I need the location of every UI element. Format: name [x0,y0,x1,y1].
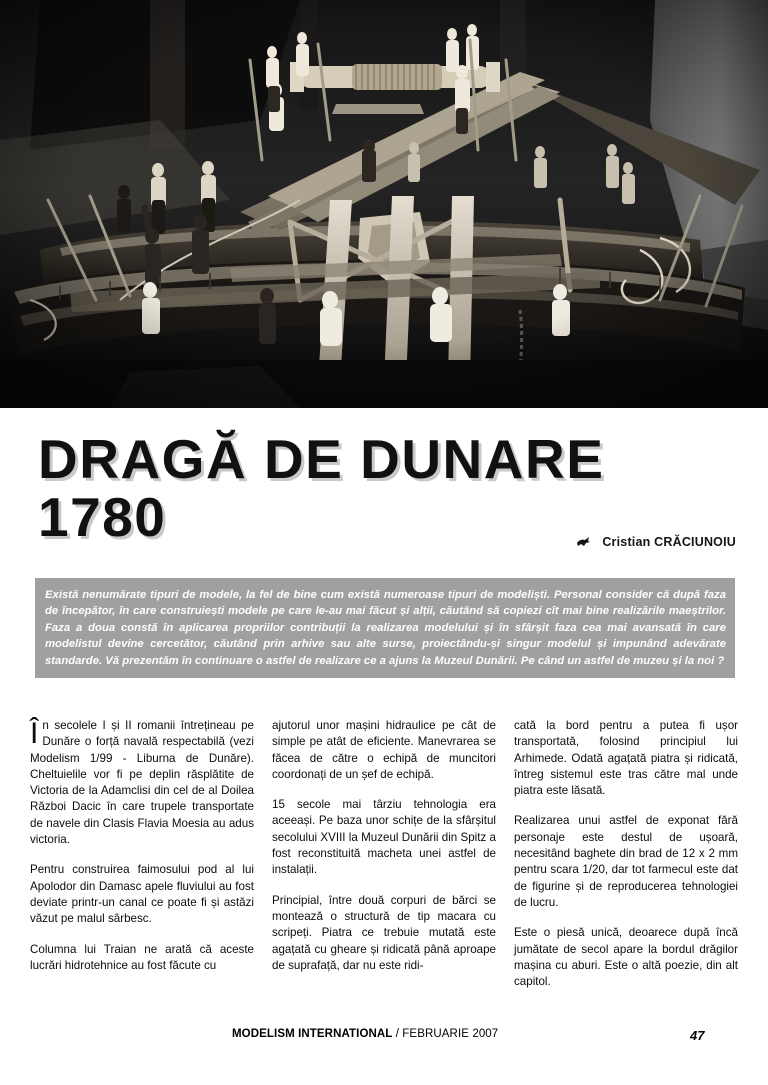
paragraph-text: Este o piesă unică, deoarece după încă jumătate de secol apare la bordul drăgilor mașina cu aburi. Este o altă poezie, din alt capitol. [514,926,738,989]
byline-author: Cristian CRĂCIUNOIU [602,535,736,549]
paragraph [30,942,254,975]
paragraph [272,797,496,878]
paragraph [272,893,496,974]
page-number: 47 [690,1028,705,1043]
paragraph-text: n secolele I și II romanii întrețineau pe Dunăre o forță navală respectabilă (vezi Modelism 1/99 - Liburna de Dunăre). Cheltuielile vor fi pe deplin răsplătite de Victoria de la Adamclisi din cel de al Doilea Război Dacic în care trupele transportate de navele din Clasis Flavia Moesia au adus victoria. [30,719,254,847]
lead-paragraph-box [35,578,735,678]
page-footer [0,1028,768,1050]
paragraph [30,718,254,848]
lead-text: Există nenumărate tipuri de modele, la fel de bine cum există numeroase tipuri de modeliști. Personal consider că după faza de începător, în care construiești modele pe care le-au mai făcut și alții, căutând să copiezi cît mai bine realizările maeștrilor. Faza a doua constă în aplicarea propriilor contribuții la realizarea modelului și în sfârșit faza cea mai avansată în care modelistul devine cercetător, căutând prin arhive sau alte surse, proiectându-și singur modelul și impunând adevărate standarde. Vă prezentăm în continuare o astfel de realizare ce a ajuns la Muzeul Dunării. Pe când un astfel de muzeu și la noi ? [45,589,726,667]
paragraph [514,813,738,911]
paragraph-text: Principial, între două corpuri de bărci se montează o structură de tip macara cu scripeți. Piatra ce trebuie mutată este agațată cu gheare și ridicată până aproape de suprafață, dar nu este ridi- [272,893,496,972]
body-column-1 [30,718,254,1008]
footer-magazine-name: MODELISM INTERNATIONAL [232,1028,393,1040]
footer-issue: / FEBRUARIE 2007 [392,1028,499,1040]
paragraph [30,862,254,927]
paragraph-text: ajutorul unor mașini hidraulice pe cât de simple pe atât de eficiente. Manevrarea se făcea de către o echipă de muncitori coordonați de un șef de echipă. [272,719,496,781]
footer-magazine-line [232,1028,498,1040]
paragraph-text: 15 secole mai târziu tehnologia era aceeași. Pe baza unor schițe de la sfârșitul secolului XVIII la Muzeul Dunării din Spitz a fost reconstituită macheta unei astfel de instalații. [272,798,496,877]
article-photo [0,0,768,408]
body-column-3 [514,718,738,1008]
bird-quill-icon [576,536,591,548]
page-title [0,408,768,546]
paragraph [514,718,738,799]
title-line-1: DRAGĂ DE DUNARE [38,428,605,490]
body-column-2 [272,718,496,1008]
paragraph [514,925,738,990]
paragraph-text: Realizarea unui astfel de exponat fără personaje este destul de ușoară, necesitând baghete din brad de 12 x 2 mm pentru scara 1/20, dar tot farmecul este dat de figurine și de reproducerea tehnologiei de lucru. [514,814,738,909]
paragraph [272,718,496,783]
article-body [30,718,740,1008]
byline [576,535,736,549]
title-block [0,408,768,549]
photo-illustration [0,0,768,408]
paragraph-text: Pentru construirea faimosului pod al lui Apolodor din Damasc apele fluviului au fost deviate printr-un canal ce poate fi și astăzi văzut pe malul sârbesc. [30,863,254,926]
paragraph-text: Columna lui Traian ne arată că aceste lucrări hidrotehnice au fost făcute cu [30,942,254,972]
title-line-2: 1780 [38,486,167,548]
paragraph-text: cată la bord pentru a putea fi ușor transportată, folosind principiul lui Arhimede. Odată agațată piatra și ridicată, întreg sistemul este tras către mal unde piatra este lăsată. [514,719,738,798]
drop-cap: Î [30,717,39,750]
